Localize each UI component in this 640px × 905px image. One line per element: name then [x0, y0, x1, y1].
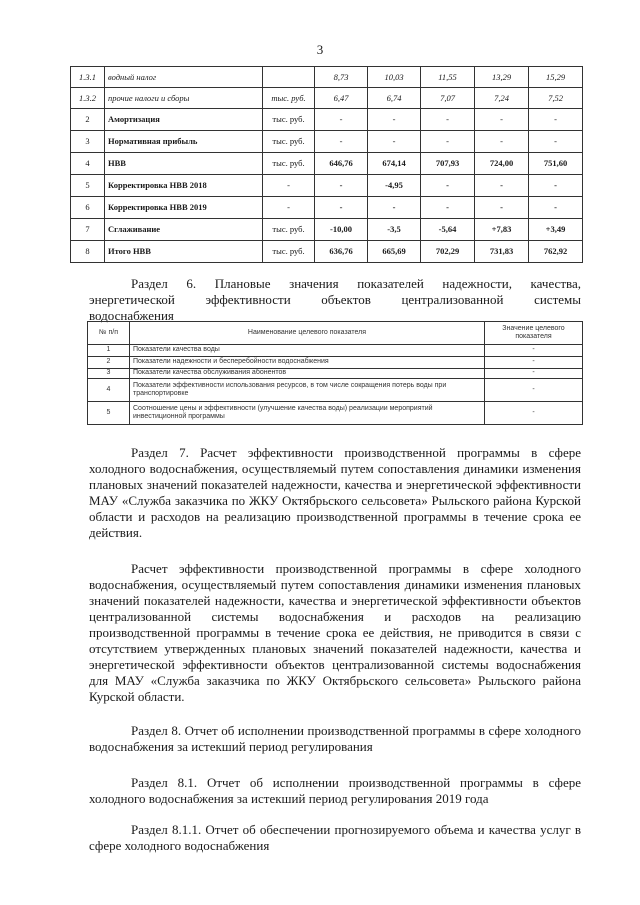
table-row — [71, 131, 583, 153]
cell-v1: 636,76 — [315, 241, 368, 263]
cell-v1: - — [315, 175, 368, 197]
cell-v4: - — [475, 175, 529, 197]
table-row — [88, 379, 583, 402]
cell-num: 4 — [71, 153, 105, 175]
cell-unit: - — [263, 175, 315, 197]
cell-name: Показатели эффективности использования ресурсов, в том числе сокращения потерь воды при транспортировке — [130, 379, 485, 402]
cell-v5: - — [529, 197, 583, 219]
table-row — [71, 219, 583, 241]
cell-name: Соотношение цены и эффективности (улучшение качества воды) реализации мероприятий инвестиционной программы — [130, 402, 485, 425]
cell-v5: +3,49 — [529, 219, 583, 241]
cell-num: 5 — [88, 402, 130, 425]
cell-v2: 6,74 — [368, 88, 421, 109]
cell-v5: - — [529, 109, 583, 131]
cell-v3: - — [421, 197, 475, 219]
cell-v5: 15,29 — [529, 67, 583, 88]
cell-num: 2 — [88, 357, 130, 369]
cell-num: 6 — [71, 197, 105, 219]
cell-unit: тыс. руб. — [263, 219, 315, 241]
cell-name: Итого НВВ — [105, 241, 263, 263]
cell-num: 7 — [71, 219, 105, 241]
cell-v2: 674,14 — [368, 153, 421, 175]
calc-paragraph: Расчет эффективности производственной программы в сфере холодного водоснабжения, осуществляемый путем сопоставления динамики изменения плановых значений показателей надежности, качества и энергетической эффективности объектов централизованной системы водоснабжения и расходов на реализацию производственной программы в течение срока ее действия, не приводится в связи с отсутствием утвержденных плановых значений показателей надежности, качества и энергетической эффективности объектов централизованной системы водоснабжения для МАУ «Служба заказчика по ЖКУ Октябрьского сельсовета» Рыльского района Курской области. — [89, 561, 581, 704]
cell-name: Показатели качества воды — [130, 345, 485, 357]
cell-unit: тыс. руб. — [263, 88, 315, 109]
cell-v2: 665,69 — [368, 241, 421, 263]
cell-value: - — [485, 379, 583, 402]
section6-line2: энергетической эффективности объектов централизованной системы — [89, 292, 581, 307]
indicators-table — [87, 321, 583, 425]
table-row — [71, 197, 583, 219]
cell-num: 1 — [88, 345, 130, 357]
cell-name: Корректировка НВВ 2018 — [105, 175, 263, 197]
cell-v4: - — [475, 197, 529, 219]
cell-v3: - — [421, 109, 475, 131]
cell-value: - — [485, 369, 583, 379]
table-row — [71, 241, 583, 263]
table-header-row — [88, 322, 583, 345]
cell-num: 5 — [71, 175, 105, 197]
section8-heading: Раздел 8. Отчет об исполнении производственной программы в сфере холодного водоснабжения за истекший период регулирования — [89, 723, 581, 754]
cell-v5: - — [529, 175, 583, 197]
nvv-table — [70, 66, 583, 263]
cell-num: 1.3.2 — [71, 88, 105, 109]
cell-unit — [263, 67, 315, 88]
cell-v4: 724,00 — [475, 153, 529, 175]
cell-v1: 6,47 — [315, 88, 368, 109]
table-row — [71, 153, 583, 175]
cell-name: Амортизация — [105, 109, 263, 131]
cell-v5: 7,52 — [529, 88, 583, 109]
cell-v4: - — [475, 109, 529, 131]
col-header-value: Значение целевого показателя — [485, 322, 583, 345]
cell-unit: тыс. руб. — [263, 109, 315, 131]
section8-1-1-heading: Раздел 8.1.1. Отчет об обеспечении прогнозируемого объема и качества услуг в сфере холодного водоснабжения — [89, 822, 581, 853]
cell-v1: - — [315, 197, 368, 219]
cell-unit: - — [263, 197, 315, 219]
cell-v4: 13,29 — [475, 67, 529, 88]
cell-v3: - — [421, 131, 475, 153]
cell-num: 3 — [71, 131, 105, 153]
cell-v5: 751,60 — [529, 153, 583, 175]
cell-value: - — [485, 345, 583, 357]
table-row — [71, 109, 583, 131]
cell-num: 4 — [88, 379, 130, 402]
section6-line1: Раздел 6. Плановые значения показателей надежности, качества, — [131, 276, 581, 291]
cell-v5: 762,92 — [529, 241, 583, 263]
table-row — [88, 402, 583, 425]
cell-v3: -5,64 — [421, 219, 475, 241]
page-number: 3 — [316, 42, 324, 57]
cell-v4: 7,24 — [475, 88, 529, 109]
cell-value: - — [485, 402, 583, 425]
cell-name: прочие налоги и сборы — [105, 88, 263, 109]
cell-v1: - — [315, 131, 368, 153]
table-row — [71, 175, 583, 197]
cell-num: 3 — [88, 369, 130, 379]
cell-v1: 646,76 — [315, 153, 368, 175]
cell-v3: 7,07 — [421, 88, 475, 109]
table-row — [71, 88, 583, 109]
cell-num: 2 — [71, 109, 105, 131]
cell-v1: - — [315, 109, 368, 131]
cell-v2: -4,95 — [368, 175, 421, 197]
cell-v3: - — [421, 175, 475, 197]
cell-unit: тыс. руб. — [263, 131, 315, 153]
section8-1-heading: Раздел 8.1. Отчет об исполнении производственной программы в сфере холодного водоснабжения за истекший период регулирования 2019 года — [89, 775, 581, 806]
cell-v2: - — [368, 131, 421, 153]
cell-name: Показатели надежности и бесперебойности водоснабжения — [130, 357, 485, 369]
cell-v4: - — [475, 131, 529, 153]
cell-v3: 11,55 — [421, 67, 475, 88]
section6-line3: водоснабжения — [89, 308, 174, 323]
cell-name: Нормативная прибыль — [105, 131, 263, 153]
cell-unit: тыс. руб. — [263, 153, 315, 175]
cell-name: водный налог — [105, 67, 263, 88]
col-header-name: Наименование целевого показателя — [130, 322, 485, 345]
cell-v3: 707,93 — [421, 153, 475, 175]
table-row — [71, 67, 583, 88]
cell-v2: - — [368, 109, 421, 131]
cell-v1: 8,73 — [315, 67, 368, 88]
cell-num: 1.3.1 — [71, 67, 105, 88]
cell-v2: -3,5 — [368, 219, 421, 241]
cell-name: Сглаживание — [105, 219, 263, 241]
cell-v2: 10,03 — [368, 67, 421, 88]
cell-v1: -10,00 — [315, 219, 368, 241]
cell-v4: 731,83 — [475, 241, 529, 263]
col-header-num: № п/п — [88, 322, 130, 345]
table-row — [88, 345, 583, 357]
section6-heading — [89, 276, 581, 324]
table-row — [88, 369, 583, 379]
cell-name: Показатели качества обслуживания абонентов — [130, 369, 485, 379]
cell-num: 8 — [71, 241, 105, 263]
cell-v4: +7,83 — [475, 219, 529, 241]
cell-name: Корректировка НВВ 2019 — [105, 197, 263, 219]
cell-value: - — [485, 357, 583, 369]
cell-v5: - — [529, 131, 583, 153]
cell-v2: - — [368, 197, 421, 219]
cell-name: НВВ — [105, 153, 263, 175]
table-row — [88, 357, 583, 369]
section7-text: Раздел 7. Расчет эффективности производственной программы в сфере холодного водоснабжения, осуществляемый путем сопоставления динамики изменения плановых значений показателей надежности, качества и энергетической эффективности МАУ «Служба заказчика по ЖКУ Октябрьского сельсовета» Рыльского района Курской области и расходов на реализацию производственной программы в течение срока ее действия. — [89, 445, 581, 540]
cell-v3: 702,29 — [421, 241, 475, 263]
cell-unit: тыс. руб. — [263, 241, 315, 263]
